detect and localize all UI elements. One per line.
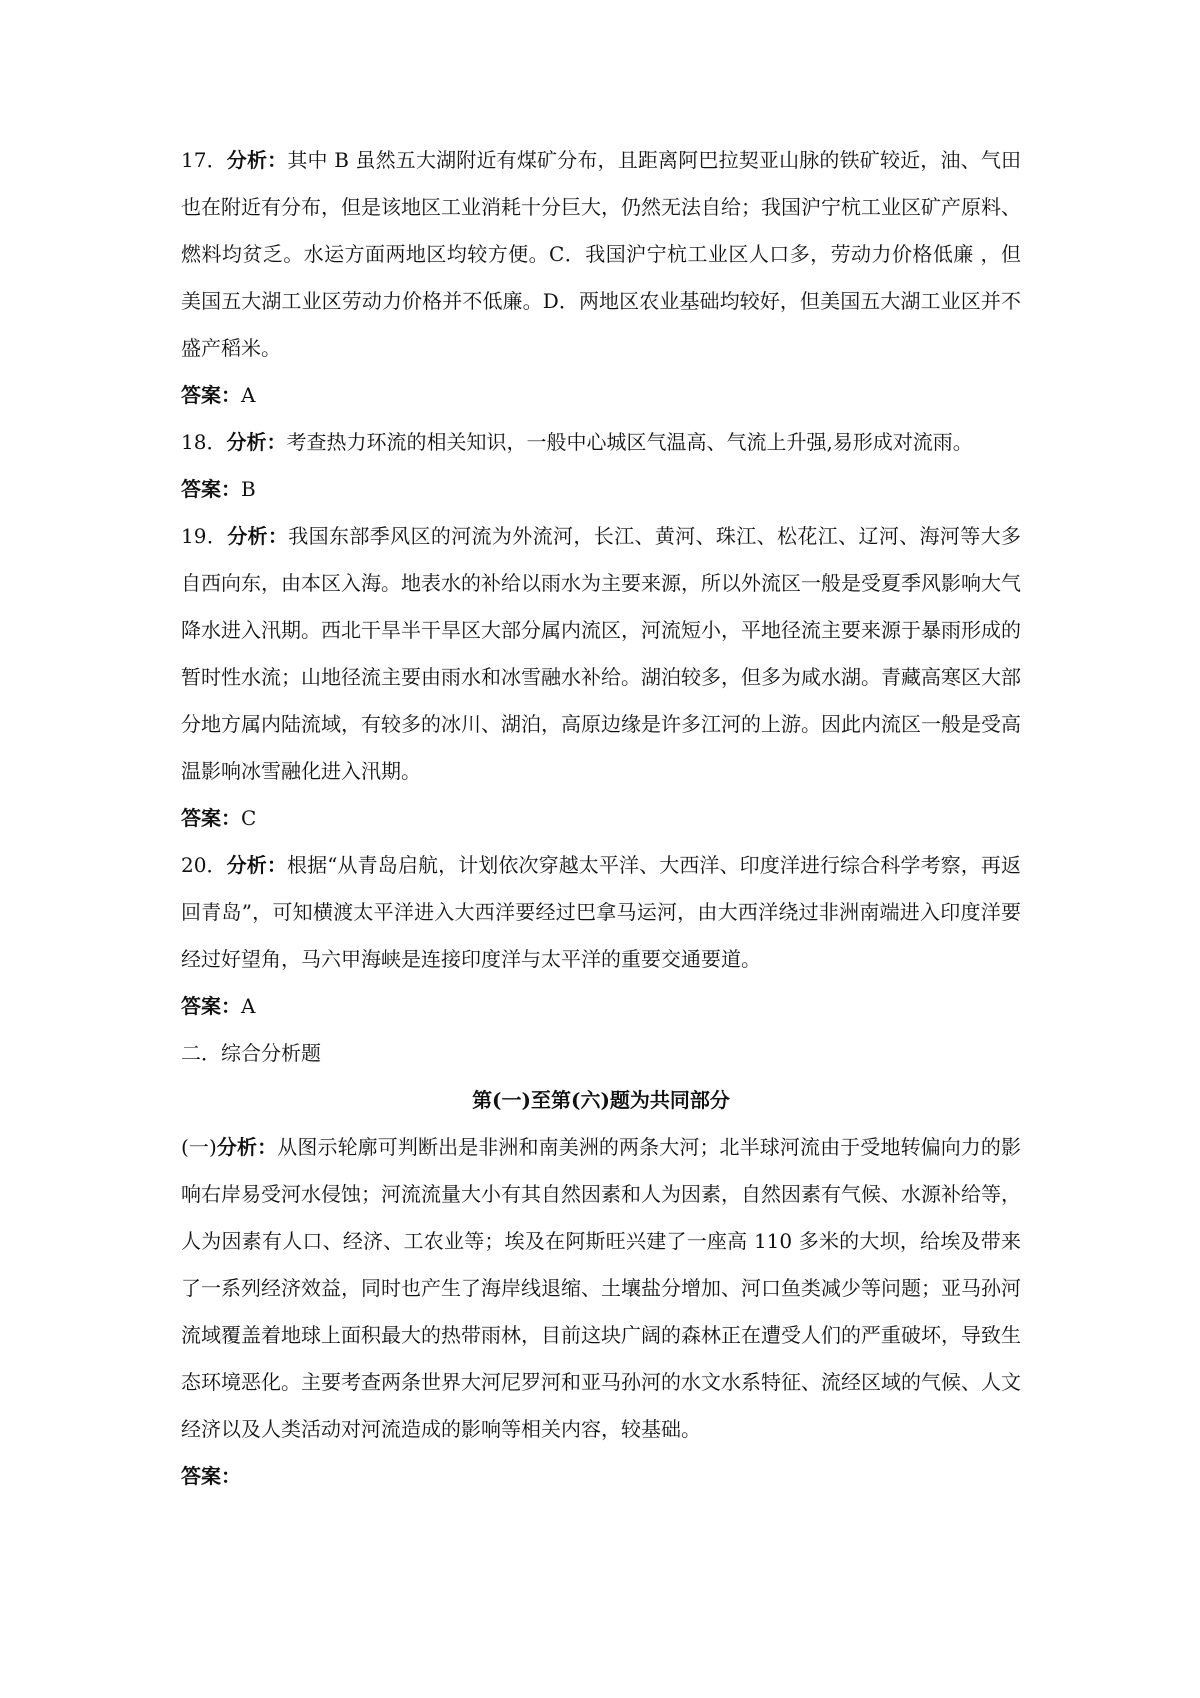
answer-line-20 <box>181 983 1021 1030</box>
analysis-paragraph-q1 <box>181 1124 1021 1453</box>
answer-value: B <box>241 477 256 501</box>
section-heading: 二．综合分析题 <box>181 1041 321 1065</box>
analysis-label: 分析： <box>226 430 287 454</box>
question-number: 18． <box>181 430 227 454</box>
answer-line-18 <box>181 466 1021 513</box>
answer-value: A <box>241 383 256 407</box>
answer-line-q1 <box>181 1453 1021 1500</box>
analysis-text: 我国东部季风区的河流为外流河，长江、黄河、珠江、松花江、辽河、海河等大多自西向东，由本区入海。地表水的补给以雨水为主要来源，所以外流区一般是受夏季风影响大气降水进入汛期。西北干旱半干旱区大部分属内流区，河流短小，平地径流主要来源于暴雨形成的暂时性水流；山地径流主要由雨水和冰雪融水补给。湖泊较多，但多为咸水湖。青藏高寒区大部分地方属内陆流域，有较多的冰川、湖泊，高原边缘是许多江河的上游。因此内流区一般是受高温影响冰雪融化进入汛期。 <box>181 524 1022 783</box>
analysis-paragraph-19 <box>181 513 1021 795</box>
question-number: 19． <box>181 524 228 548</box>
answer-line-17 <box>181 372 1021 419</box>
analysis-text: 从图示轮廓可判断出是非洲和南美洲的两条大河；北半球河流由于受地转偏向力的影响右岸易受河水侵蚀；河流流量大小有其自然因素和人为因素，自然因素有气候、水源补给等，人为因素有人口、经济、工农业等；埃及在阿斯旺兴建了一座高 110 多米的大坝，给埃及带来了一系列经济效益，同时也产生了海岸线退缩、土壤盐分增加、河口鱼类减少等问题；亚马孙河流域覆盖着地球上面积最大的热带雨林，目前这块广阔的森林正在遭受人们的严重破坏，导致生态环境恶化。主要考查两条世界大河尼罗河和亚马孙河的水文水系特征、流经区域的气候、人文经济以及人类活动对河流造成的影响等相关内容，较基础。 <box>181 1135 1022 1441</box>
analysis-paragraph-18 <box>181 419 1021 466</box>
question-number: 20． <box>181 853 227 877</box>
answer-value: C <box>241 806 257 830</box>
analysis-label: 分析： <box>226 148 288 172</box>
answer-label: 答案： <box>181 806 241 830</box>
analysis-label: 分析： <box>216 1135 278 1159</box>
analysis-label: 分析： <box>227 524 289 548</box>
analysis-text: 根据“从青岛启航，计划依次穿越太平洋、大西洋、印度洋进行综合科学考察，再返回青岛”，可知横渡太平洋进入大西洋要经过巴拿马运河，由大西洋绕过非洲南端进入印度洋要经过好望角，马六甲海峡是连接印度洋与太平洋的重要交通要道。 <box>181 853 1022 971</box>
analysis-text: 其中 B 虽然五大湖附近有煤矿分布，且距离阿巴拉契亚山脉的铁矿较近，油、气田也在附近有分布，但是该地区工业消耗十分巨大，仍然无法自给；我国沪宁杭工业区矿产原料、燃料均贫乏。水运方面两地区均较方便。C．我国沪宁杭工业区人口多，劳动力价格低廉 ，但美国五大湖工业区劳动力价格并不低廉。D．两地区农业基础均较好，但美国五大湖工业区并不盛产稻米。 <box>181 148 1021 360</box>
answer-line-19 <box>181 795 1021 842</box>
answer-label: 答案： <box>181 994 241 1018</box>
question-number: 17． <box>181 148 227 172</box>
answer-label: 答案： <box>181 477 241 501</box>
analysis-paragraph-20 <box>181 842 1021 983</box>
question-number: (一) <box>181 1135 217 1159</box>
answer-value: A <box>241 994 256 1018</box>
answer-label: 答案： <box>181 383 241 407</box>
answer-label: 答案： <box>181 1464 241 1488</box>
analysis-text: 考查热力环流的相关知识，一般中心城区气温高、气流上升强,易形成对流雨。 <box>286 430 973 454</box>
analysis-paragraph-17 <box>181 137 1021 372</box>
document-page <box>181 137 1021 1500</box>
shared-part-title: 第(一)至第(六)题为共同部分 <box>472 1088 730 1112</box>
analysis-label: 分析： <box>226 853 287 877</box>
